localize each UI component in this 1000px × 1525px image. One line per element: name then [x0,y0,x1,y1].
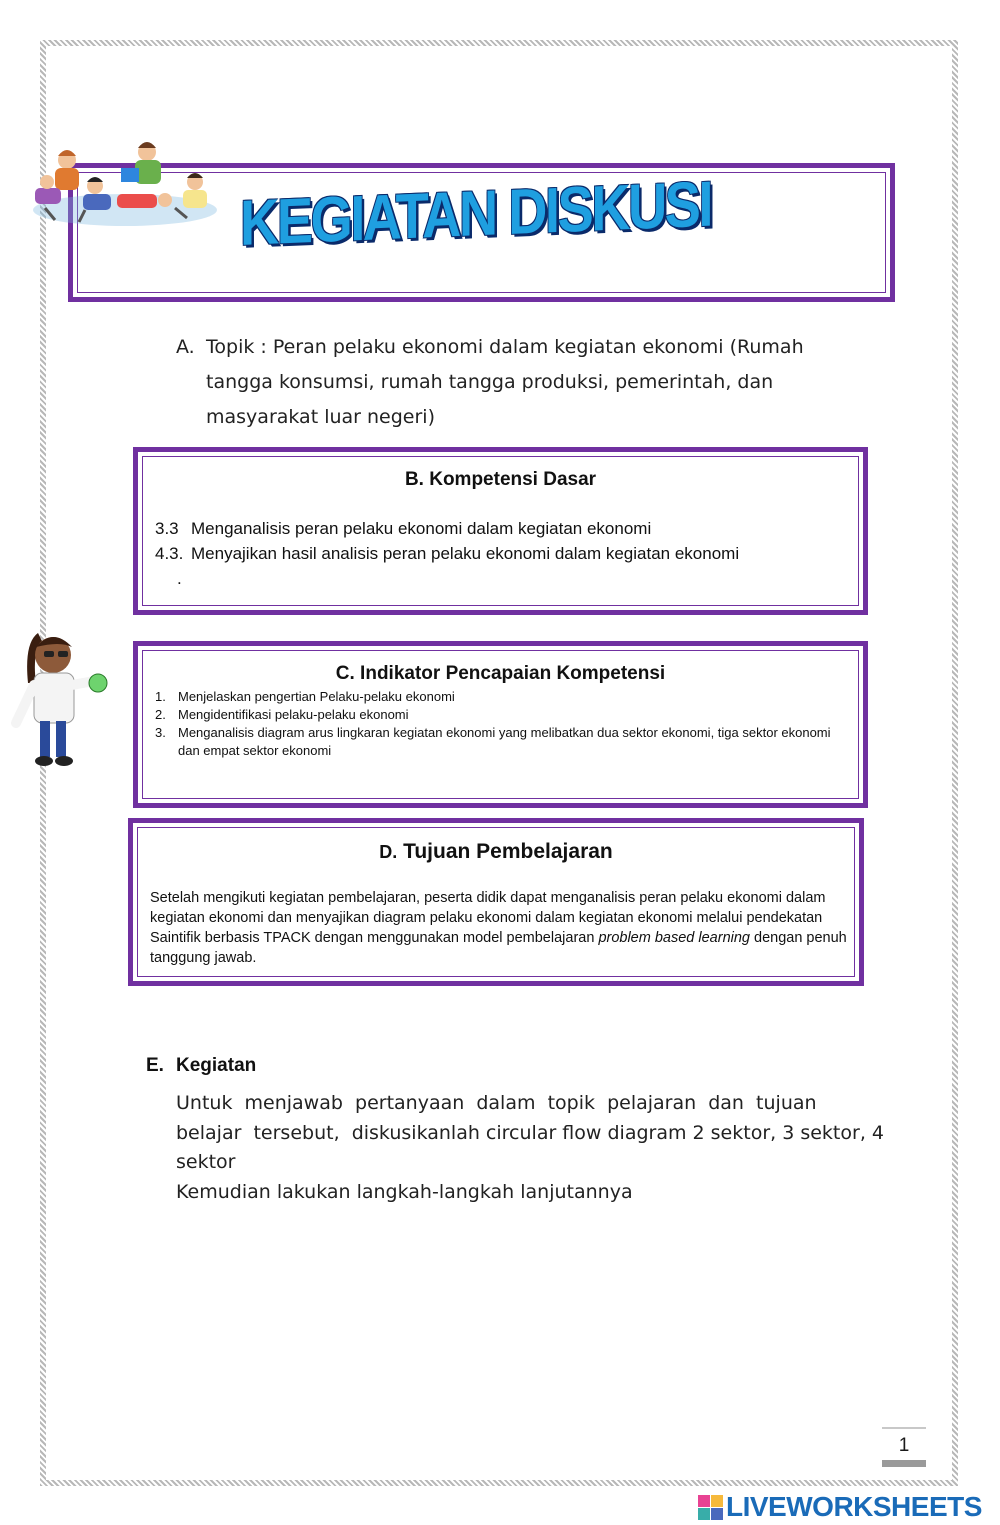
page-number: 1 [882,1427,926,1467]
list-item: 1. Menjelaskan pengertian Pelaku-pelaku ekonomi [155,689,455,704]
section-kegiatan [146,1055,891,1203]
list-item: 3.3 Menganalisis peran pelaku ekonomi dalam kegiatan ekonomi [155,519,652,538]
kompetensi-dasar-title: B. Kompetensi Dasar [404,469,597,490]
scientist-clipart [8,625,113,770]
kegiatan-text: Untuk menjawab pertanyaan dalam topik pelajaran dan tujuan belajar tersebut, diskusikanlah circular flow diagram 2 sektor, 3 sektor, 4 sektor Kemudian lakukan langkah-langkah lanjutannya [176,1092,891,1203]
list-item: 3. Menganalisis diagram arus lingkaran kegiatan ekonomi yang melibatkan dua sektor ekonomi, tiga sektor ekonomi dan empat sektor ekonomi [155,725,831,758]
indikator-title: C. Indikator Pencapaian Kompetensi [335,663,666,684]
page-title: KEGIATAN DISKUSI [240,167,711,259]
tujuan-box [128,818,864,986]
logo-text: LIVEWORKSHEETS [726,1491,982,1522]
tujuan-text: Setelah mengikuti kegiatan pembelajaran, peserta didik dapat menganalisis peran pelaku ekonomi dalam kegiatan ekonomi dan menyajikan diagram pelaku ekonomi dalam kegiatan ekonomi melalui pendekatan Saintifik berbasis TPACK dengan menggunakan model pembelajaran problem based learning dengan penuh tanggung jawab. [150,890,847,966]
kompetensi-dasar-list [155,516,739,591]
list-item: 2. Mengidentifikasi pelaku-pelaku ekonomi [155,707,409,722]
kompetensi-dasar-box [133,447,868,615]
list-trailing: . [177,569,182,588]
liveworksheets-logo [698,1490,982,1524]
kegiatan-heading: E. Kegiatan [146,1055,257,1076]
logo-squares-icon [698,1495,723,1520]
topic-text: Topik : Peran pelaku ekonomi dalam kegiatan ekonomi (Rumah tangga konsumsi, rumah tangga produksi, pemerintah, dan masyarakat luar negeri) [206,336,804,428]
section-a-label: A. [176,336,195,358]
students-discussion-clipart [25,138,225,233]
indikator-box [133,641,868,808]
list-item: 4.3. Menyajikan hasil analisis peran pelaku ekonomi dalam kegiatan ekonomi [155,544,740,563]
tujuan-title: D. Tujuan Pembelajaran [379,840,613,863]
indikator-list [155,688,855,760]
page-number-bar [882,1460,926,1467]
